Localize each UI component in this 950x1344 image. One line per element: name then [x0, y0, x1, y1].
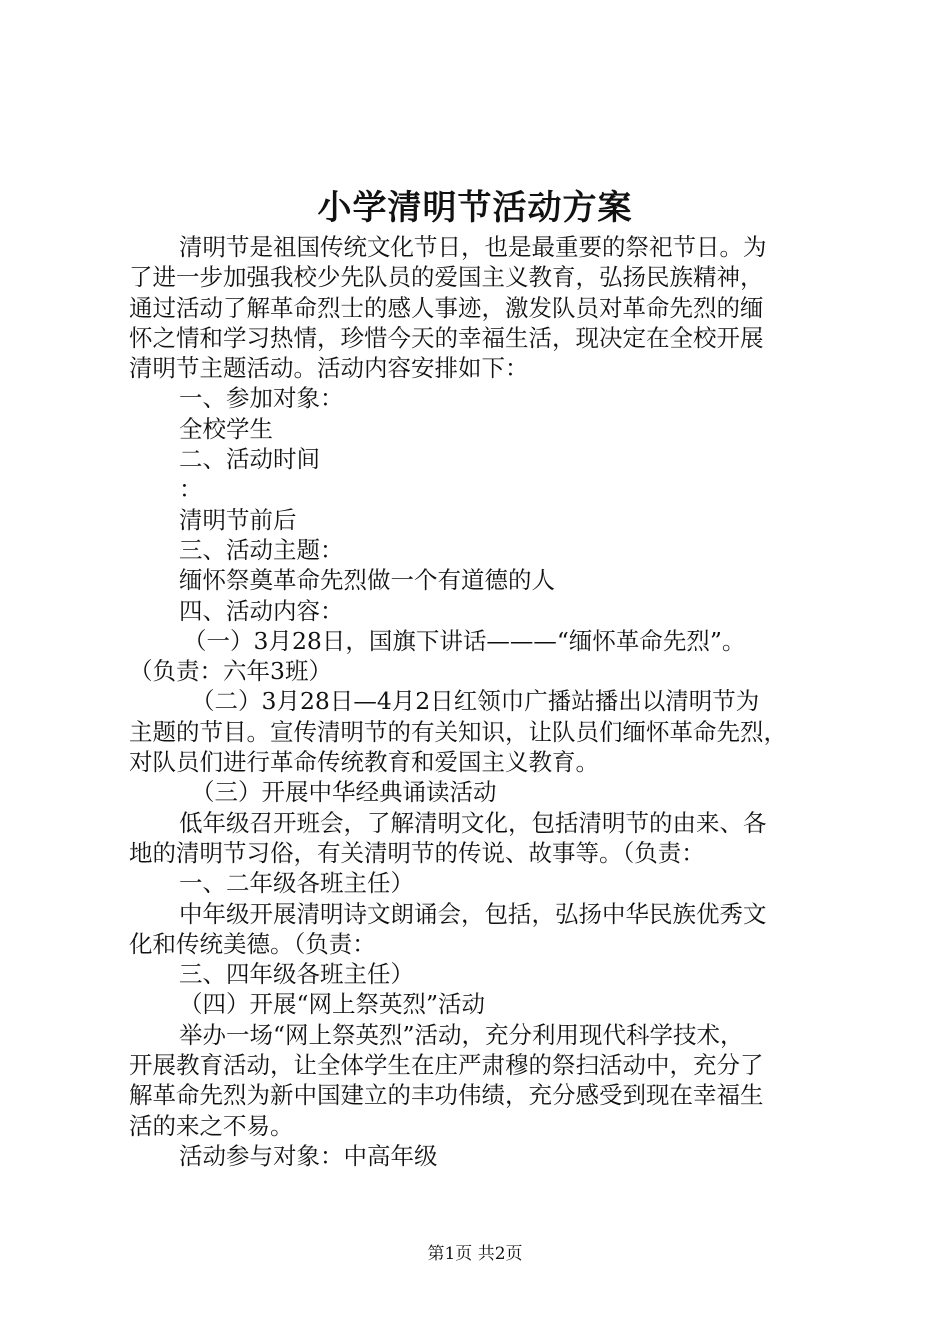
section-heading: 二、活动时间 — [179, 445, 320, 474]
paragraph-line: 低年级召开班会，了解清明文化，包括清明节的由来、各 — [179, 808, 767, 837]
paragraph-line: 活动参与对象：中高年级 — [179, 1141, 438, 1170]
paragraph-line: 清明节是祖国传统文化节日，也是最重要的祭祀节日。为 — [179, 233, 767, 261]
paragraph-line: （二）3月28日—4月2日红领巾广播站播出以清明节为 — [191, 687, 760, 716]
section-text: 全校学生 — [179, 414, 273, 443]
paragraph-line: 中年级开展清明诗文朗诵会，包括，弘扬中华民族优秀文 — [179, 899, 767, 928]
subsection-heading: （三）开展中华经典诵读活动 — [191, 778, 497, 807]
paragraph-line: （负责：六年3班） — [129, 657, 332, 686]
page-number: 第1页 共2页 — [427, 1244, 523, 1264]
section-text: 缅怀祭奠革命先烈做一个有道德的人 — [179, 566, 555, 595]
paragraph-line: 地的清明节习俗，有关清明节的传说、故事等。（负责： — [129, 838, 705, 867]
subsection-heading: （四）开展“网上祭英烈”活动 — [179, 990, 486, 1019]
section-heading: 一、参加对象： — [179, 384, 344, 413]
paragraph-line: 清明节主题活动。活动内容安排如下： — [129, 354, 529, 383]
section-text: 清明节前后 — [179, 505, 297, 534]
document-title: 小学清明节活动方案 — [317, 188, 633, 228]
paragraph-line: （一）3月28日，国旗下讲话———“缅怀革命先烈”。 — [183, 626, 746, 655]
document-body — [129, 232, 829, 1171]
section-heading: 四、活动内容： — [179, 596, 344, 625]
paragraph-line: 了进一步加强我校少先队员的爱国主义教育，弘扬民族精神， — [129, 263, 764, 292]
paragraph-line: 怀之情和学习热情，珍惜今天的幸福生活，现决定在全校开展 — [129, 323, 764, 352]
paragraph-line: 开展教育活动，让全体学生在庄严肃穆的祭扫活动中，充分了 — [129, 1051, 764, 1080]
paragraph-line: 一、二年级各班主任） — [179, 869, 414, 898]
paragraph-line: 解革命先烈为新中国建立的丰功伟绩，充分感受到现在幸福生 — [129, 1081, 764, 1110]
paragraph-line: 主题的节目。宣传清明节的有关知识，让队员们缅怀革命先烈， — [129, 717, 787, 746]
paragraph-line: 对队员们进行革命传统教育和爱国主义教育。 — [129, 748, 599, 777]
section-text: ： — [179, 475, 203, 504]
paragraph-line: 三、四年级各班主任） — [179, 960, 414, 989]
paragraph-line: 活的来之不易。 — [129, 1111, 294, 1140]
section-heading: 三、活动主题： — [179, 535, 344, 564]
paragraph-line: 通过活动了解革命烈士的感人事迹，激发队员对革命先烈的缅 — [129, 293, 764, 322]
paragraph-line: 举办一场“网上祭英烈”活动，充分利用现代科学技术， — [179, 1020, 744, 1049]
paragraph-line: 化和传统美德。（负责： — [129, 929, 376, 958]
